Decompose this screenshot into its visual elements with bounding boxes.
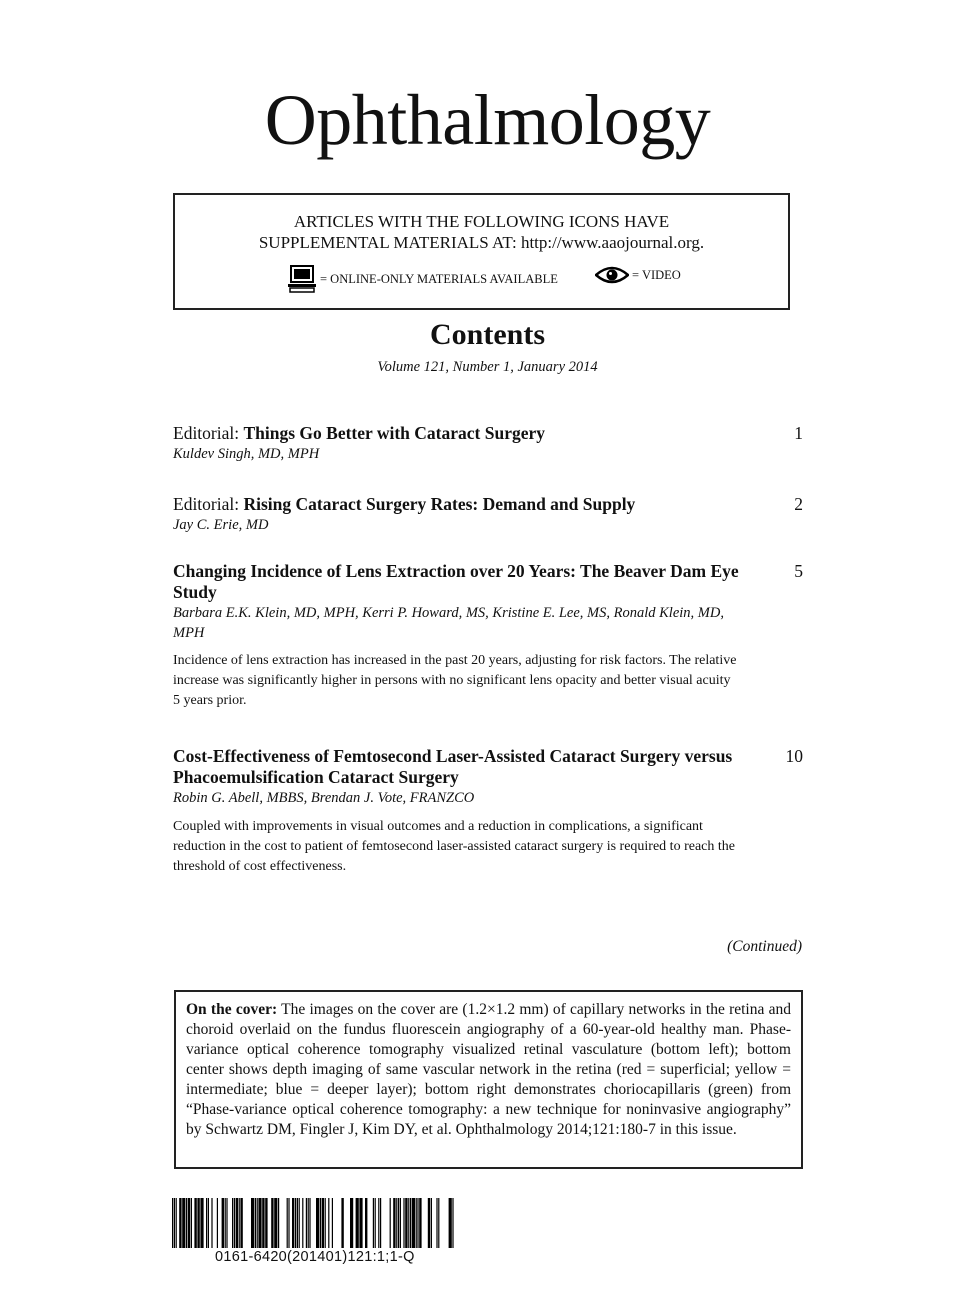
entry-title[interactable]	[173, 494, 743, 515]
barcode-bar	[316, 1198, 319, 1248]
online-materials-legend	[287, 265, 558, 293]
barcode-bar	[398, 1198, 399, 1248]
barcode-bar	[182, 1198, 185, 1248]
barcode-bar	[208, 1198, 209, 1248]
barcode-bar	[222, 1198, 224, 1248]
journal-title: Ophthalmology	[264, 80, 711, 160]
barcode-bar	[239, 1198, 240, 1248]
barcode-bar	[206, 1198, 207, 1248]
barcode-bar	[186, 1198, 187, 1248]
barcode-bar	[373, 1198, 374, 1248]
barcode-bar	[179, 1198, 181, 1248]
barcode-bar	[255, 1198, 256, 1248]
barcode-bar	[309, 1198, 310, 1248]
barcode-bar	[359, 1198, 362, 1248]
barcode-bar	[308, 1198, 309, 1248]
barcode-bar	[240, 1198, 242, 1248]
entry-page-number: 5	[794, 561, 803, 581]
barcode-bar	[320, 1198, 321, 1248]
entry-title[interactable]	[173, 746, 743, 788]
barcode-bar	[365, 1198, 367, 1248]
toc-entry[interactable]	[173, 746, 803, 877]
entry-authors: Kuldev Singh, MD, MPH	[173, 446, 320, 462]
barcode-bar	[299, 1198, 300, 1248]
entry-title-text[interactable]: Cost-Effectiveness of Femtosecond Laser-Assisted Cataract Surgery versus Phacoemulsification Cataract Surgery	[173, 746, 733, 787]
barcode-bar	[452, 1198, 453, 1248]
barcode-bar	[419, 1198, 421, 1248]
entry-authors: Barbara E.K. Klein, MD, MPH, Kerri P. Howard, MS, Kristine E. Lee, MS, Ronald Klein, MD, MPH	[173, 605, 724, 641]
barcode-bar	[436, 1198, 437, 1248]
eye-icon	[595, 265, 629, 285]
barcode-bar	[257, 1198, 258, 1248]
entry-prefix: Editorial:	[173, 423, 244, 443]
barcode-bar	[438, 1198, 439, 1248]
barcode-bar	[431, 1198, 432, 1248]
barcode-bar	[271, 1198, 273, 1248]
video-legend	[595, 265, 681, 285]
entry-title[interactable]	[173, 561, 743, 603]
barcode-bar	[236, 1198, 238, 1248]
barcode-bar	[288, 1198, 289, 1248]
cover-label: On the cover:	[186, 1001, 278, 1018]
barcode-bar	[262, 1198, 264, 1248]
barcode-bar	[295, 1198, 296, 1248]
computer-icon	[287, 265, 317, 293]
entry-page-number: 2	[794, 494, 803, 514]
barcode-bar	[416, 1198, 417, 1248]
barcode-bar	[188, 1198, 190, 1248]
barcode-bar	[417, 1198, 418, 1248]
barcode-bar	[176, 1198, 177, 1248]
entry-page-number: 1	[794, 423, 803, 443]
cover-description	[186, 1000, 791, 1140]
toc-entry[interactable]	[173, 494, 803, 536]
barcode-bar	[341, 1198, 343, 1248]
online-legend-text: = ONLINE-ONLY MATERIALS AVAILABLE	[320, 271, 558, 286]
entry-title-text[interactable]: Rising Cataract Surgery Rates: Demand and Supply	[243, 494, 636, 514]
barcode-number: 0161-6420(201401)121:1;1-Q	[215, 1249, 415, 1265]
barcode-bar	[403, 1198, 404, 1248]
supplemental-notice-box	[173, 193, 790, 310]
barcode-bar	[226, 1198, 227, 1248]
volume-issue-line: Volume 121, Number 1, January 2014	[377, 359, 598, 375]
entry-summary: Incidence of lens extraction has increased in the past 20 years, adjusting for risk factors. The relative increase was significantly higher in persons with no significant lens opacity and better visual acuity 5 years prior.	[173, 653, 737, 708]
barcode-bar	[278, 1198, 279, 1248]
barcode-bar	[350, 1198, 353, 1248]
barcode-bar	[322, 1198, 324, 1248]
barcode-bar	[234, 1198, 235, 1248]
barcode-bar	[251, 1198, 254, 1248]
barcode-bar	[302, 1198, 303, 1248]
barcode-bar	[328, 1198, 329, 1248]
notice-line-1: ARTICLES WITH THE FOLLOWING ICONS HAVE	[293, 212, 670, 231]
barcode-bar	[408, 1198, 409, 1248]
entry-title-text[interactable]: Changing Incidence of Lens Extraction over 20 Years: The Beaver Dam Eye Study	[173, 561, 739, 602]
barcode-bar	[332, 1198, 333, 1248]
barcode-bar	[194, 1198, 196, 1248]
barcode-bar	[375, 1198, 376, 1248]
barcode-bar	[211, 1198, 212, 1248]
barcode-image	[172, 1198, 457, 1252]
entry-authors: Jay C. Erie, MD	[173, 517, 269, 533]
barcode-bar	[265, 1198, 267, 1248]
barcode-bar	[200, 1198, 203, 1248]
barcode-bar	[191, 1198, 192, 1248]
barcode-bar	[412, 1198, 415, 1248]
barcode-bar	[217, 1198, 218, 1248]
barcode-bar	[287, 1198, 288, 1248]
barcode-bar	[197, 1198, 199, 1248]
barcode-bar	[400, 1198, 401, 1248]
cover-description-box	[174, 990, 803, 1169]
contents-heading: Contents	[429, 318, 545, 351]
toc-entry[interactable]	[173, 423, 803, 465]
entry-page-number: 10	[785, 746, 803, 766]
barcode-bar	[356, 1198, 359, 1248]
continued-note: (Continued)	[727, 938, 802, 955]
barcode-bar	[225, 1198, 226, 1248]
barcode-bar	[393, 1198, 395, 1248]
barcode-bar	[380, 1198, 381, 1248]
barcode-bar	[396, 1198, 397, 1248]
entry-title[interactable]	[173, 423, 743, 444]
barcode-bar	[325, 1198, 326, 1248]
barcode-bar	[428, 1198, 430, 1248]
barcode-bar	[297, 1198, 298, 1248]
entry-summary: Coupled with improvements in visual outcomes and a reduction in complications, a significant reduction in the cost to patient of femtosecond laser-assisted cataract surgery is required to reach the threshold of cost effectiveness.	[173, 818, 735, 874]
barcode-bar	[274, 1198, 277, 1248]
barcode-bar	[410, 1198, 411, 1248]
entry-authors: Robin G. Abell, MBBS, Brendan J. Vote, FRANZCO	[173, 790, 475, 806]
barcode-bar	[174, 1198, 175, 1248]
barcode-bar	[405, 1198, 407, 1248]
barcode-bar	[172, 1198, 173, 1248]
cover-text: The images on the cover are (1.2×1.2 mm) of capillary networks in the retina and choroid overlaid on the fundus fluorescein angiography of a 60-year-old healthy man. Phase-variance optical coherence tomography visualized retinal vasculature (bottom left); bottom center shows depth imaging of same vascular network in the retina (red = superficial; yellow = intermediate; blue = deeper layer); bottom right demonstrates choriocapillaris (green) from “Phase-variance optical coherence tomography: a new technique for noninvasive angiography” by Schwartz DM, Fingler J, Kim DY, et al. Ophthalmology 2014;121:180-7 in this issue.	[186, 1001, 791, 1138]
barcode-bar	[378, 1198, 379, 1248]
barcode-bar	[258, 1198, 261, 1248]
video-legend-text: = VIDEO	[632, 267, 681, 282]
barcode-bar	[449, 1198, 452, 1248]
notice-line-2: SUPPLEMENTAL MATERIALS AT: http://www.aaojournal.org.	[258, 233, 705, 252]
barcode-bar	[292, 1198, 294, 1248]
toc-entry[interactable]	[173, 561, 803, 711]
barcode-bar	[232, 1198, 233, 1248]
barcode-bar	[390, 1198, 391, 1248]
barcode-bar	[306, 1198, 307, 1248]
entry-title-text[interactable]: Things Go Better with Cataract Surgery	[243, 423, 546, 443]
entry-prefix: Editorial:	[173, 494, 244, 514]
